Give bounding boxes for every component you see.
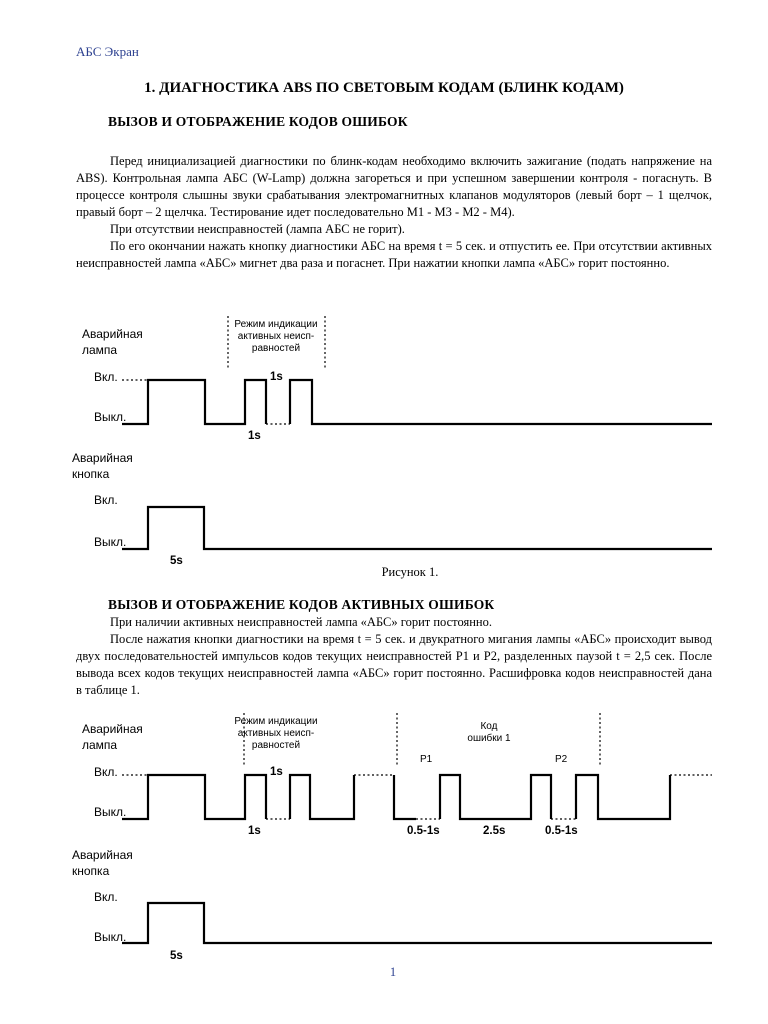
mode-label: Режим индикации bbox=[234, 319, 318, 330]
figure1-timing-diagram bbox=[0, 310, 768, 565]
on-label: Вкл. bbox=[94, 370, 118, 384]
time-label: 1s bbox=[270, 766, 283, 778]
button-waveform bbox=[122, 903, 712, 943]
mode-label: активных неисп- bbox=[237, 728, 315, 739]
off-label: Выкл. bbox=[94, 930, 127, 944]
time-label: 2.5s bbox=[483, 825, 506, 837]
time-label: 1s bbox=[248, 430, 261, 442]
mode-label: активных неисп- bbox=[237, 331, 315, 342]
p1-label: P1 bbox=[420, 754, 433, 765]
page-number: 1 bbox=[389, 965, 397, 979]
off-label: Выкл. bbox=[94, 805, 127, 819]
button-label: Аварийная bbox=[72, 451, 133, 465]
page-title: 1. ДИАГНОСТИКА ABS ПО СВЕТОВЫМ КОДАМ (БЛИНК КОДАМ) bbox=[144, 80, 624, 96]
time-label: 5s bbox=[170, 555, 183, 565]
time-label: 0.5-1s bbox=[407, 825, 440, 837]
lamp-waveform bbox=[440, 775, 551, 819]
lamp-label: лампа bbox=[82, 738, 118, 752]
section1-paragraph: По его окончании нажать кнопку диагностики АБС на время t = 5 сек. и отпустить ее. При отсутствии активных неисправностей лампа «АБС» мигнет два раза и погаснет. При нажатии кнопки лампа «АБС» горит постоянно. bbox=[76, 239, 712, 270]
time-label: 5s bbox=[170, 950, 183, 962]
time-label: 1s bbox=[248, 825, 261, 837]
mode-label: равностей bbox=[251, 343, 301, 354]
section1-heading: ВЫЗОВ И ОТОБРАЖЕНИЕ КОДОВ ОШИБОК bbox=[108, 114, 408, 129]
off-label: Выкл. bbox=[94, 410, 127, 424]
lamp-label: Аварийная bbox=[82, 327, 143, 341]
on-label: Вкл. bbox=[94, 493, 118, 507]
lamp-waveform bbox=[290, 380, 712, 424]
section2-paragraph: При наличии активных неисправностей лампа «АБС» горит постоянно. bbox=[110, 615, 492, 629]
lamp-label: Аварийная bbox=[82, 722, 143, 736]
section2-heading: ВЫЗОВ И ОТОБРАЖЕНИЕ КОДОВ АКТИВНЫХ ОШИБОК bbox=[108, 597, 495, 612]
section1-text bbox=[76, 153, 712, 272]
button-label: кнопка bbox=[72, 467, 110, 481]
button-label: Аварийная bbox=[72, 848, 133, 862]
button-waveform bbox=[122, 507, 712, 549]
off-label: Выкл. bbox=[94, 535, 127, 549]
code-label: ошибки 1 bbox=[467, 733, 511, 744]
section2-paragraph: После нажатия кнопки диагностики на время t = 5 сек. и двукратного мигания лампы «АБС» происходит вывод двух последовательностей импульсов кодов текущих неисправностей Р1 и Р2, разделенных паузой t = 2,5 сек. После вывода всех кодов текущих неисправностей лампа «АБС» горит постоянно. Расшифровка кодов неисправностей дана в таблице 1. bbox=[76, 632, 712, 697]
lamp-waveform bbox=[394, 775, 416, 819]
section2-text bbox=[76, 614, 712, 699]
time-label: 0.5-1s bbox=[545, 825, 578, 837]
lamp-label: лампа bbox=[82, 343, 118, 357]
on-label: Вкл. bbox=[94, 765, 118, 779]
p2-label: P2 bbox=[555, 754, 568, 765]
lamp-waveform bbox=[576, 775, 670, 819]
on-label: Вкл. bbox=[94, 890, 118, 904]
mode-label: Режим индикации bbox=[234, 716, 318, 727]
lamp-waveform bbox=[122, 775, 266, 819]
mode-label: равностей bbox=[251, 740, 301, 751]
figure1-caption: Рисунок 1. bbox=[381, 565, 439, 579]
lamp-waveform bbox=[122, 380, 266, 424]
button-label: кнопка bbox=[72, 864, 110, 878]
section1-paragraph: При отсутствии неисправностей (лампа АБС не горит). bbox=[110, 222, 405, 236]
figure2-timing-diagram bbox=[0, 705, 768, 965]
section1-paragraph: Перед инициализацией диагностики по блинк-кодам необходимо включить зажигание (подать напряжение на ABS). Контрольная лампа АБС (W-Lamp) должна загореться и при успешном завершении контроля - погаснуть. В процессе контроля слышны звуки срабатывания электромагнитных клапанов модуляторов (левый борт – 1 щелчок, правый борт – 2 щелчка. Тестирование идет последовательно М1 - М3 - М2 - М4). bbox=[76, 154, 712, 219]
time-label: 1s bbox=[270, 371, 283, 383]
lamp-waveform bbox=[290, 775, 354, 819]
page-header: АБС Экран bbox=[76, 44, 139, 59]
code-label: Код bbox=[480, 721, 498, 732]
